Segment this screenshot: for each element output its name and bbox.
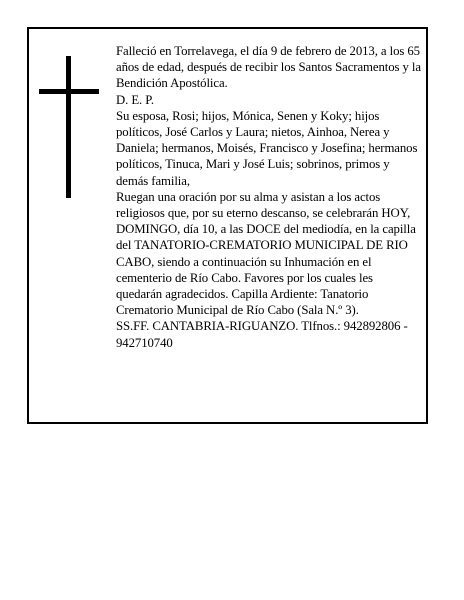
death-announcement: Falleció en Torrelavega, el día 9 de febrero de 2013, a los 65 años de edad, después de recibir los Santos Sacramentos y la Bendición Apostólica. xyxy=(116,44,421,91)
funeral-home-contact: SS.FF. CANTABRIA-RIGUANZO. Tlfnos.: 942892806 - 942710740 xyxy=(116,319,408,350)
cross-horizontal-bar xyxy=(39,89,99,94)
family-members: Su esposa, Rosi; hijos, Mónica, Senen y Koky; hijos políticos, José Carlos y Laura; nietos, Ainhoa, Nerea y Daniela; hermanos, Moisés, Francisco y Josefina; hermanos políticos, Tinuca, Mari y José Luis; sobrinos, primos y demás familia, xyxy=(116,108,418,188)
rest-in-peace: D. E. P. xyxy=(116,92,154,107)
obituary-text xyxy=(116,43,422,351)
cross-vertical-bar xyxy=(66,56,71,198)
obituary-notice xyxy=(27,27,428,424)
ceremony-details: Ruegan una oración por su alma y asistan a los actos religiosos que, por su eterno descanso, se celebrarán HOY, DOMINGO, día 10, a las DOCE del mediodía, en la capilla del TANATORIO-CREMATORIO MUNICIPAL DE RIO CABO, siendo a continuación su Inhumación en el cementerio de Río Cabo. Favores por los cuales les quedarán agradecidos. Capilla Ardiente: Tanatorio Crematorio Municipal de Río Cabo (Sala N.º 3). xyxy=(116,189,416,318)
cross-icon xyxy=(39,56,99,198)
